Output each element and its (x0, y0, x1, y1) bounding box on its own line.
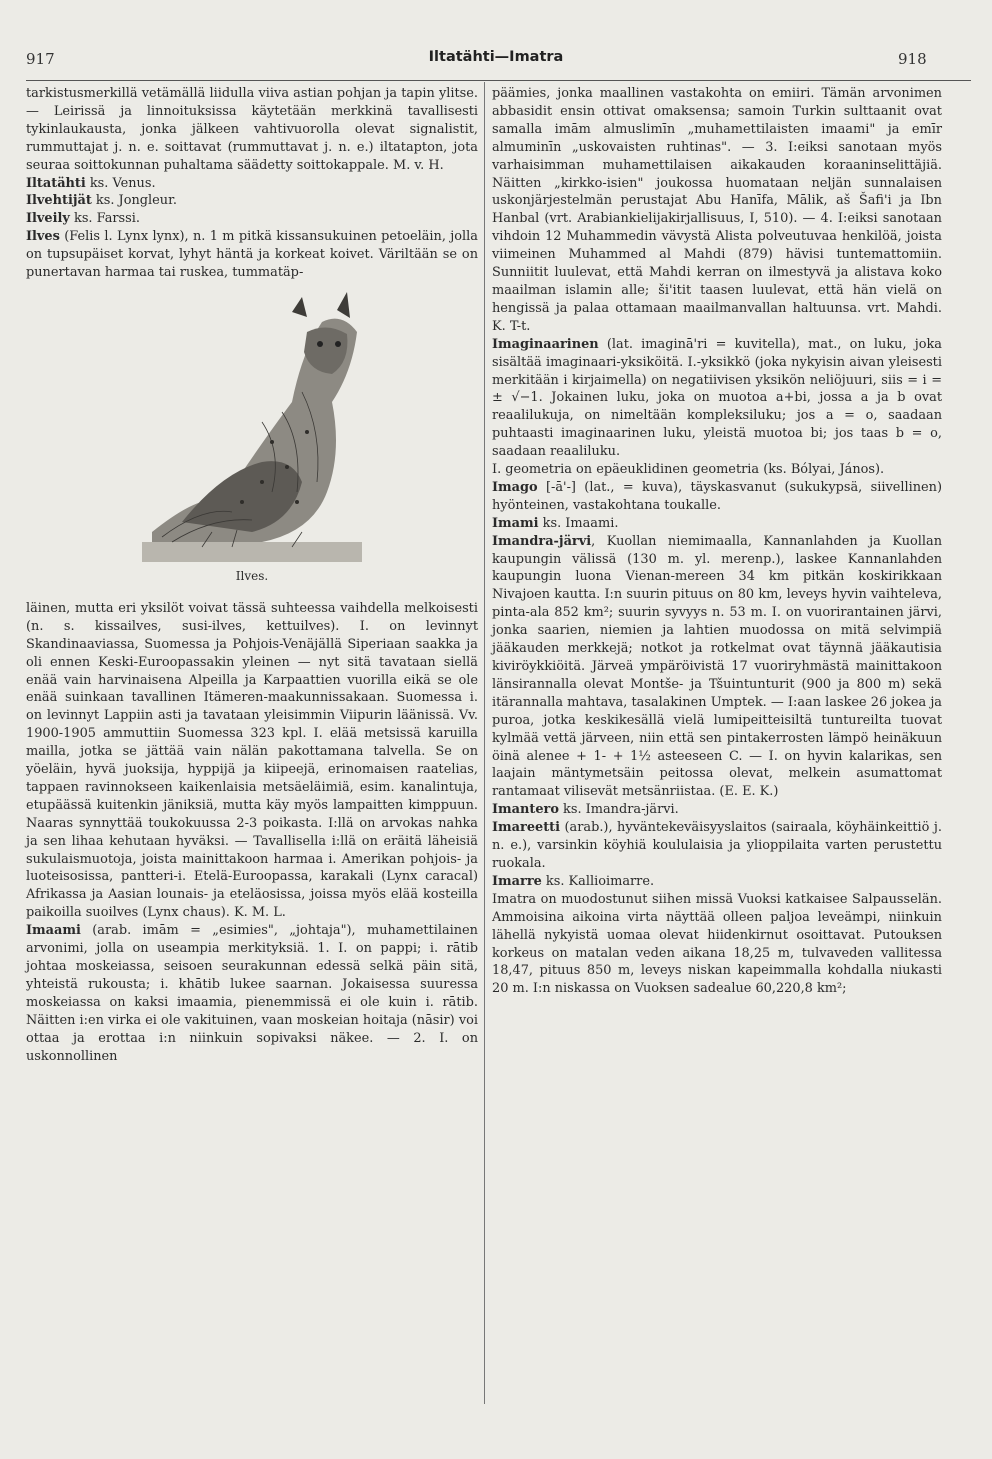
left-page-number: 917 (26, 50, 55, 68)
entry-headword: Ilvehtijät (26, 193, 92, 209)
entry-headword: Iltatähti (26, 175, 86, 191)
dictionary-entry (26, 192, 478, 210)
entry-headword: Imareetti (492, 820, 561, 836)
entry-headword: Ilveily (26, 211, 70, 227)
entry-body: , Kuollan niemimaalla, Kannanlahden ja Kuollan kaupungin välissä (130 m. yl. merenp.), laskee Kannanlahden kaupungin luona Vienan-mereen 34 km pitkän koskirikkaan Nivajoen kautta. I:n suurin pituus on 80 km, leveys hyvin vaihteleva, pinta-ala 852 km²; suurin syvyys n. 53 m. I. on vuorirantainen järvi, jonka saarien, niemien ja lahtien muodossa on mitä selvimpiä jääkauden merkkejä; notkot ja rotkelmat ovat täynnä jääkautisia kiviröykkiöitä. Järveä ympäröivistä 17 vuoriryhmästä mainittakoon länsirannalla olevat Montše- ja Tšuintunturit (900 ja 800 m) sekä itärannalla mahtava, tasalakinen Umptek. — I:aan laskee 26 jokea ja puroa, jotka keskikesällä vielä lumipeitteisiltä tuntureilta tuovat kylmää vettä järveen, niin että sen pintakerrosten lämpö heinäkuun öinä alenee + 1- + 1½ asteeseen C. — I. on hyvin kalarikas, sen laajain mäntymetsäin peitossa olevat, melkein asumattomat rantamaat vilisevät metsänriistaa. (E. E. K.) (492, 533, 942, 800)
entry-body: Imatra on muodostunut siihen missä Vuoksi katkaisee Salpausselän. Ammoisina aikoina virta näyttää olleen paljoa leveämpi, niinkuin lähellä nykyistä uomaa olevat hiidenkirnut osoittavat. Putouksen korkeus on matalan veden aikana 18,25 m, tulvaveden vallitessa 18,47, pituus 850 m, leveys niskan kapeimmalla kohdalla niukasti 20 m. I:n niskassa on Vuoksen sadealue 60,220,8 km²; (492, 891, 942, 997)
entry-body: (Felis l. Lynx lynx), n. 1 m pitkä kissansukuinen petoeläin, jolla on tupsupäiset korvat, lyhyt häntä ja korkeat koivet. Väriltään se on punertavan harmaa tai ruskea, tummatäp- (26, 229, 478, 281)
lynx-illustration (26, 292, 478, 562)
lynx-drawing (142, 292, 362, 562)
entry-headword: Imaami (26, 923, 81, 939)
entry-headword: Imandra-järvi (492, 533, 592, 549)
text-paragraph (26, 85, 478, 175)
dictionary-entry (26, 210, 478, 228)
text-paragraph (492, 85, 942, 336)
entry-body: ks. Kallioimarre. (541, 873, 655, 889)
dictionary-entry (492, 873, 942, 891)
text-paragraph (492, 461, 942, 479)
dictionary-entry (492, 479, 942, 515)
dictionary-entry (492, 819, 942, 873)
entry-body: [-ā'-] (lat., = kuva), täyskasvanut (sukukypsä, siivellinen) hyönteinen, vastakohtana toukalle. (492, 479, 942, 513)
entry-body: läinen, mutta eri yksilöt voivat tässä suhteessa vaihdella melkoisesti (n. s. kissailves, susi-ilves, kettuilves). I. on levinnyt Skandinaaviassa, Suomessa ja Pohjois-Venäjällä Siperiaan saakka ja oli ennen Keski-Euroopassakin yleinen — nyt sitä tavataan siellä enää vain harvinaisena Alpeilla ja Karpaattien vuorilla eikä se ole enää suinkaan tavallinen Itämeren-maakunnissakaan. Suomessa i. on levinnyt Lappiin asti ja tavataan yleisimmin Viipurin läänissä. Vv. 1900-1905 ammuttiin Suomessa 323 kpl. I. elää metsissä karuilla mailla, jotka se jättää vain nälän pakottamana talvella. Se on yöeläin, hyvä juoksija, hyppijä ja kiipeejä, erinomaisen raatelias, tappaen ravinnokseen kaikenlaisia metsäeläimiä, esim. kanalintuja, etupäässä kuitenkin jäniksiä, mutta käy myös lampaitten kimppuun. Naaras synnyttää toukokuussa 2-3 poikasta. I:llä on arvokas nahka ja sen lihaa kehutaan hyväksi. — Tavallisella i:llä on eräitä läheisiä sukulaismuotoja, joista mainittakoon harmaa i. Amerikan pohjois- ja luoteisosissa, pantteri-i. Etelä-Euroopassa, karakali (Lynx caracal) Afrikassa ja Aasian lounais- ja eteläosissa, joissa myös elää kosteilla paikoilla suoilves (Lynx chaus). K. M. L. (26, 600, 478, 921)
entry-headword: Imaginaarinen (492, 336, 599, 352)
text-paragraph (492, 891, 942, 998)
entry-headword: Imantero (492, 802, 559, 818)
dictionary-entry (492, 533, 942, 802)
dictionary-entry (492, 336, 942, 461)
dictionary-entry (492, 515, 942, 533)
right-page-number: 918 (898, 50, 927, 68)
page-running-title: Iltatähti—Imatra (428, 49, 564, 65)
right-column (492, 85, 942, 998)
dictionary-entry (26, 175, 478, 193)
entry-body: ks. Venus. (85, 175, 156, 191)
entry-body: päämies, jonka maallinen vastakohta on emiiri. Tämän arvonimen abbasidit ensin ottivat omaksensa; samoin Turkin sulttaanit ovat samalla imām almuslimīn „muhamettilaisten imaami" ja emīr almuminīn „uskovaisten ruhtinas". — 3. I:eiksi sanotaan myös varhaisimman muhamettilaisen aikakauden koraaninselittäjiä. Näitten „kirkko-isien" joukossa huomataan neljän sunnalaisen uskonjärjestelmän perustajat Abu Hanīfa, Mālik, aš Šafi'i ja Ibn Hanbal (vrt. Arabiankielijakirjallisuus, I, 510). — 4. I:eiksi sanotaan vihdoin 12 Muhammedin vävystä Alista polveutuvaa henkilöä, joista viimeinen Muhammed al Mahdi (879) hävisi tuntemattomiin. Sunniitit luulevat, että Mahdi kerran on ilmestyvä ja alistava koko maailman islamin alle; ši'itit taasen luulevat, että hän vielä on hengissä ja palaa ottamaan maailmanvallan haltuunsa. vrt. Mahdi. K. T-t. (492, 86, 942, 334)
entry-body: tarkistusmerkillä vetämällä liidulla viiva astian pohjan ja tapin ylitse. — Leirissä ja linnoituksissa käytetään merkkinä tavallisesti tykinlaukausta, jonka jälkeen vahtivuorolla olevat signalistit, rummuttajat j. n. e. soittavat (rummuttavat j. n. e.) iltatapton, jota seuraa soittokunnan puhaltama säädetty soittokappale. M. v. H. (26, 86, 478, 173)
entry-headword: Imarre (492, 873, 542, 889)
entry-headword: Ilves (26, 229, 60, 245)
entry-headword: Imami (492, 515, 539, 531)
entry-headword: Imago (492, 479, 538, 495)
entry-body: I. geometria on epäeuklidinen geometria (ks. Bólyai, János). (492, 462, 885, 478)
entry-body: (lat. imaginā'ri = kuvitella), mat., on luku, joka sisältää imaginaari-yksiköitä. I.-yksikkö (joka nykyisin aivan yleisesti merkitään i kirjaimella) on negatiivisen yksikön neliöjuuri, siis = i = ± √−1. Jokainen luku, joka on muotoa a+bi, jossa a ja b ovat reaalilukuja, on nimeltään kompleksiluku; jos a = o, saadaan puhtaasti imaginaarinen luku, yleistä muotoa bi; jos taas b = o, saadaan reaaliluku. (492, 336, 942, 460)
entry-body: ks. Imaami. (538, 515, 619, 531)
column-divider (484, 82, 485, 1404)
entry-body: ks. Farssi. (69, 211, 140, 227)
text-paragraph (26, 600, 478, 922)
left-column (26, 85, 478, 1065)
dictionary-entry (492, 801, 942, 819)
entry-body: (arab. imām = „esimies", „johtaja"), muhamettilainen arvonimi, jolla on useampia merkityksiä. 1. I. on pappi; i. rātib johtaa moskeiassa, seisoen seurakunnan edessä selkä päin sitä, yhteistä rukousta; i. khātib lukee saarnan. Jokaisessa suuressa moskeiassa on kaksi imaamia, pienemmissä ei ole kuin i. rātib. Näitten i:en virka ei ole vakituinen, vaan moskeian hoitaja (nāsir) voi ottaa ja erottaa i:n niinkuin sopivaksi näkee. — 2. I. on uskonnollinen (26, 923, 478, 1064)
dictionary-entry (26, 922, 478, 1065)
entry-body: ks. Imandra-järvi. (558, 802, 679, 818)
figure-caption: Ilves. (235, 568, 269, 583)
entry-body: (arab.), hyväntekeväisyyslaitos (sairaala, köyhäinkeittiö j. n. e.), varsinkin köyhiä koululaisia ja ylioppilaita varten perustettu ruokala. (492, 820, 942, 871)
header-rule (26, 80, 971, 81)
entry-body: ks. Jongleur. (91, 193, 177, 209)
dictionary-entry (26, 228, 478, 282)
